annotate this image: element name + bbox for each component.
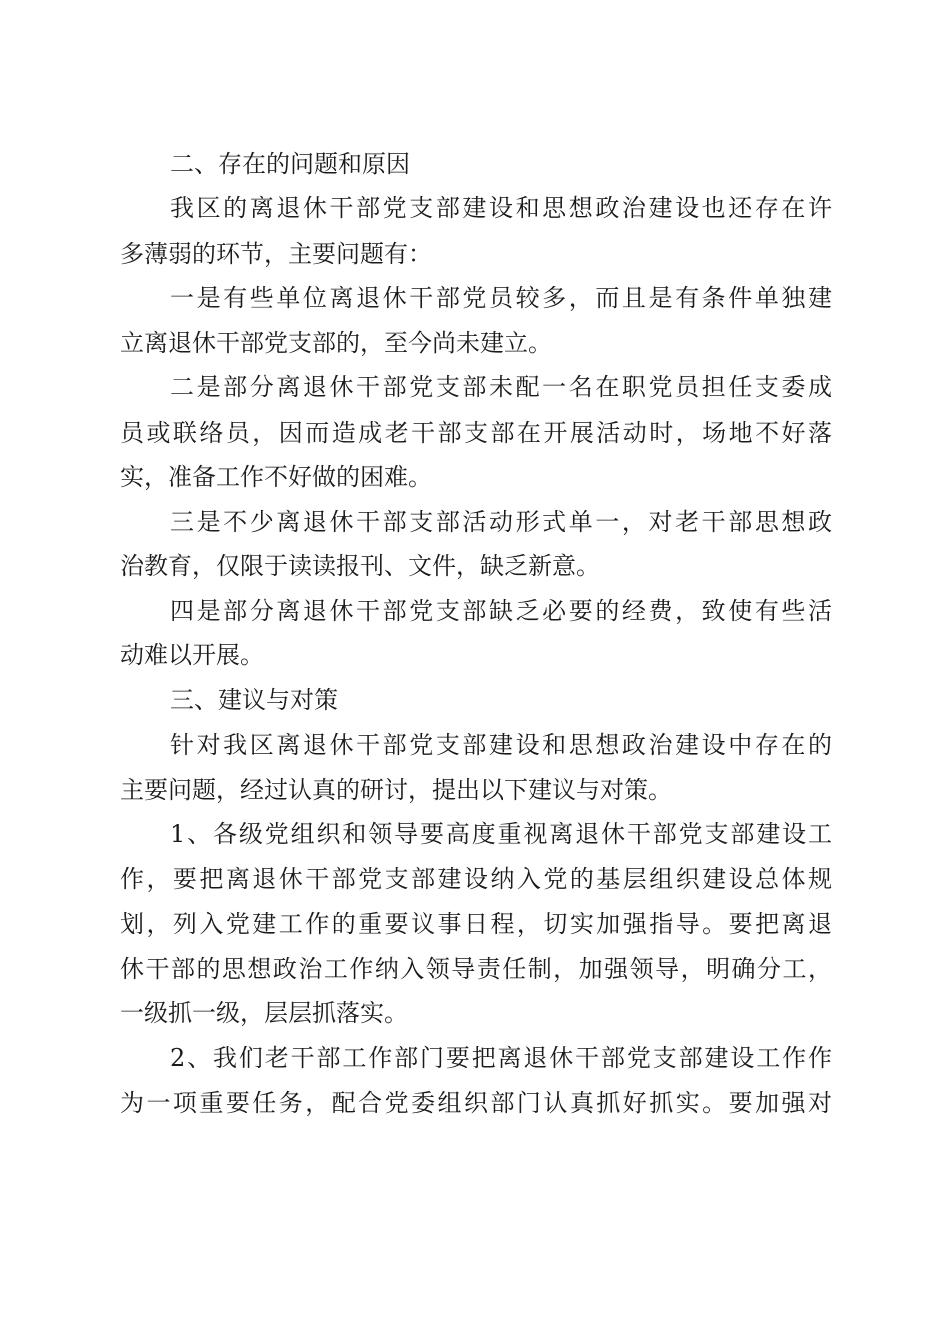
- paragraph-line: 针对我区离退休干部党支部建设和思想政治建设中存在的: [170, 731, 832, 759]
- paragraph-line: 二是部分离退休干部党支部未配一名在职党员担任支委成: [170, 373, 832, 401]
- paragraph-line: 立离退休干部党支部的，至今尚未建立。: [120, 329, 552, 357]
- paragraph-line: 一级抓一级，层层抓落实。: [120, 999, 408, 1027]
- paragraph-line: 我区的离退休干部党支部建设和思想政治建设也还存在许: [170, 194, 832, 222]
- paragraph-line: 四是部分离退休干部党支部缺乏必要的经费，致使有些活: [170, 597, 832, 625]
- paragraph-line: 员或联络员，因而造成老干部支部在开展活动时，场地不好落: [120, 419, 832, 447]
- paragraph-line: 休干部的思想政治工作纳入领导责任制，加强领导，明确分工，: [120, 955, 832, 983]
- paragraph-line: 1、各级党组织和领导要高度重视离退休干部党支部建设工: [170, 820, 832, 848]
- paragraph-line: 作，要把离退休干部党支部建设纳入党的基层组织建设总体规: [120, 865, 832, 893]
- section-heading-problems: 二、存在的问题和原因: [170, 150, 410, 178]
- paragraph-line: 多薄弱的环节，主要问题有：: [120, 240, 432, 268]
- section-heading-suggestions: 三、建议与对策: [170, 686, 338, 714]
- paragraph-line: 为一项重要任务，配合党委组织部门认真抓好抓实。要加强对: [120, 1089, 832, 1117]
- paragraph-line: 主要问题，经过认真的研讨，提出以下建议与对策。: [120, 776, 672, 804]
- paragraph-line: 2、我们老干部工作部门要把离退休干部党支部建设工作作: [170, 1044, 832, 1072]
- paragraph-line: 一是有些单位离退休干部党员较多，而且是有条件单独建: [170, 284, 832, 312]
- paragraph-line: 实，准备工作不好做的困难。: [120, 463, 432, 491]
- paragraph-line: 动难以开展。: [120, 641, 264, 669]
- paragraph-line: 划，列入党建工作的重要议事日程，切实加强指导。要把离退: [120, 910, 832, 938]
- paragraph-line: 三是不少离退休干部支部活动形式单一，对老干部思想政: [170, 508, 832, 536]
- paragraph-line: 治教育，仅限于读读报刊、文件，缺乏新意。: [120, 552, 600, 580]
